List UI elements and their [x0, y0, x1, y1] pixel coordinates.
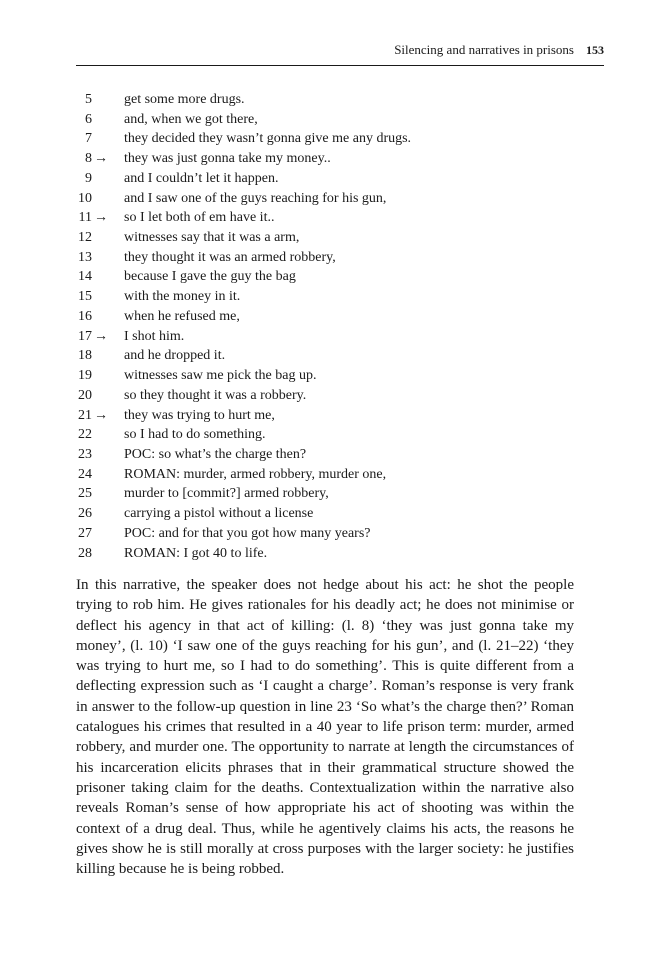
running-title: Silencing and narratives in prisons: [394, 42, 574, 57]
line-text: they thought it was an armed robbery,: [124, 249, 336, 265]
transcript-line: [76, 346, 604, 366]
line-marker-arrow: [92, 129, 124, 149]
transcript-line: [76, 90, 604, 110]
transcript-line: [76, 445, 604, 465]
line-text: with the money in it.: [124, 289, 241, 305]
line-number: 14: [78, 269, 92, 285]
line-text: they decided they wasn’t gonna give me any drugs.: [124, 131, 412, 147]
transcript-line: [76, 110, 604, 130]
transcript-line: [76, 406, 604, 426]
line-marker-arrow: [92, 189, 124, 209]
line-marker-arrow: [92, 386, 124, 406]
line-text: witnesses saw me pick the bag up.: [124, 368, 317, 384]
line-marker-arrow: [92, 445, 124, 465]
line-number: 20: [78, 387, 92, 403]
line-marker-arrow: [92, 267, 124, 287]
transcript-line: [76, 287, 604, 307]
line-marker-arrow: [92, 169, 124, 189]
transcript-line: [76, 544, 604, 564]
transcript-line: [76, 386, 604, 406]
line-text: so they thought it was a robbery.: [124, 387, 307, 403]
line-text: and I saw one of the guys reaching for his gun,: [124, 190, 387, 206]
transcript-line: [76, 169, 604, 189]
transcript-line: [76, 524, 604, 544]
body-paragraph: In this narrative, the speaker does not hedge about his act: he shot the people trying to rob him. He gives rationales for his deadly act; he does not minimise or deflect his agency in that act of killing: (l. 8) ‘they was just gonna take my money’, (l. 10) ‘I saw one of the guys reaching for his gun’, and (l. 21–22) ‘they was trying to hurt me, so I had to do something’. This is quite different from a deflecting expression such as ‘I caught a charge’. Roman’s response is very frank in answer to the follow-up question in line 23 ‘So what’s the charge then?’ Roman catalogues his crimes that resulted in a 40 year to life prison term: murder, armed robbery, and murder one. The opportunity to narrate at length the circumstances of his incarceration elicits phrases that in their grammatical structure showed the prisoner taking claim for the deaths. Contextualization within the narrative also reveals Roman’s sense of how appropriate his act of shooting was within the context of a drug deal. Thus, while he agentively claims his acts, the reasons he gives show he is still morally at cross purposes with the larger society: he justifies killing because he is being robbed.: [76, 577, 574, 878]
line-number: 17: [78, 328, 92, 344]
line-number: 12: [78, 230, 92, 246]
line-marker-arrow: [92, 287, 124, 307]
transcript-line: [76, 366, 604, 386]
line-text: I shot him.: [124, 328, 185, 344]
line-number: 6: [85, 111, 92, 127]
line-text: POC: so what’s the charge then?: [124, 446, 307, 462]
line-text: get some more drugs.: [124, 92, 245, 107]
line-text: and he dropped it.: [124, 348, 226, 364]
line-number: 16: [78, 308, 92, 324]
transcript-line: [76, 129, 604, 149]
transcript-line: [76, 267, 604, 287]
transcript-line: [76, 208, 604, 228]
transcript-line: [76, 149, 604, 169]
line-text: so I let both of em have it..: [124, 210, 275, 226]
line-number: 8: [85, 151, 92, 167]
line-marker-arrow: [92, 524, 124, 544]
line-number: 19: [78, 368, 92, 384]
line-text: they was just gonna take my money..: [124, 151, 331, 167]
line-marker-arrow: [92, 307, 124, 327]
transcript-line: [76, 327, 604, 347]
line-number: 23: [78, 446, 92, 462]
line-number: 5: [85, 92, 92, 107]
line-marker-arrow: [92, 90, 124, 110]
line-text: because I gave the guy the bag: [124, 269, 296, 285]
transcript-line: [76, 248, 604, 268]
line-marker-arrow: [92, 228, 124, 248]
running-header: [76, 40, 604, 62]
line-marker-arrow: [92, 248, 124, 268]
transcript-line: [76, 504, 604, 524]
line-marker-arrow: [92, 366, 124, 386]
line-number: 21: [78, 407, 92, 423]
line-text: they was trying to hurt me,: [124, 407, 275, 423]
line-marker-arrow: →: [94, 407, 108, 423]
line-marker-arrow: [92, 504, 124, 524]
transcript-excerpt: [76, 90, 604, 563]
transcript-line: [76, 189, 604, 209]
line-marker-arrow: [92, 110, 124, 130]
line-text: murder to [commit?] armed robbery,: [124, 486, 329, 502]
transcript-line: [76, 425, 604, 445]
line-marker-arrow: [92, 484, 124, 504]
line-marker-arrow: [92, 465, 124, 485]
line-marker-arrow: →: [94, 210, 108, 226]
line-number: 11: [78, 210, 92, 226]
line-number: 24: [78, 466, 92, 482]
line-marker-arrow: [92, 346, 124, 366]
line-number: 25: [78, 486, 92, 502]
line-text: carrying a pistol without a license: [124, 506, 314, 522]
line-marker-arrow: [92, 544, 124, 564]
line-number: 27: [78, 525, 92, 541]
line-number: 9: [85, 170, 92, 186]
line-text: so I had to do something.: [124, 427, 266, 443]
line-text: ROMAN: I got 40 to life.: [124, 545, 268, 561]
line-number: 18: [78, 348, 92, 364]
header-rule: [76, 65, 604, 66]
line-marker-arrow: →: [94, 328, 108, 344]
line-text: and I couldn’t let it happen.: [124, 170, 279, 186]
line-marker-arrow: [92, 425, 124, 445]
line-number: 22: [78, 427, 92, 443]
line-text: when he refused me,: [124, 308, 240, 324]
page-number: 153: [586, 43, 604, 57]
line-text: witnesses say that it was a arm,: [124, 230, 300, 246]
line-number: 15: [78, 289, 92, 305]
line-number: 28: [78, 545, 92, 561]
line-number: 10: [78, 190, 92, 206]
transcript-line: [76, 307, 604, 327]
line-number: 13: [78, 249, 92, 265]
line-number: 26: [78, 506, 92, 522]
line-text: and, when we got there,: [124, 111, 258, 127]
transcript-line: [76, 484, 604, 504]
transcript-line: [76, 465, 604, 485]
transcript-line: [76, 228, 604, 248]
line-number: 7: [85, 131, 92, 147]
line-marker-arrow: →: [94, 151, 108, 167]
line-text: ROMAN: murder, armed robbery, murder one,: [124, 466, 387, 482]
line-text: POC: and for that you got how many years?: [124, 525, 371, 541]
